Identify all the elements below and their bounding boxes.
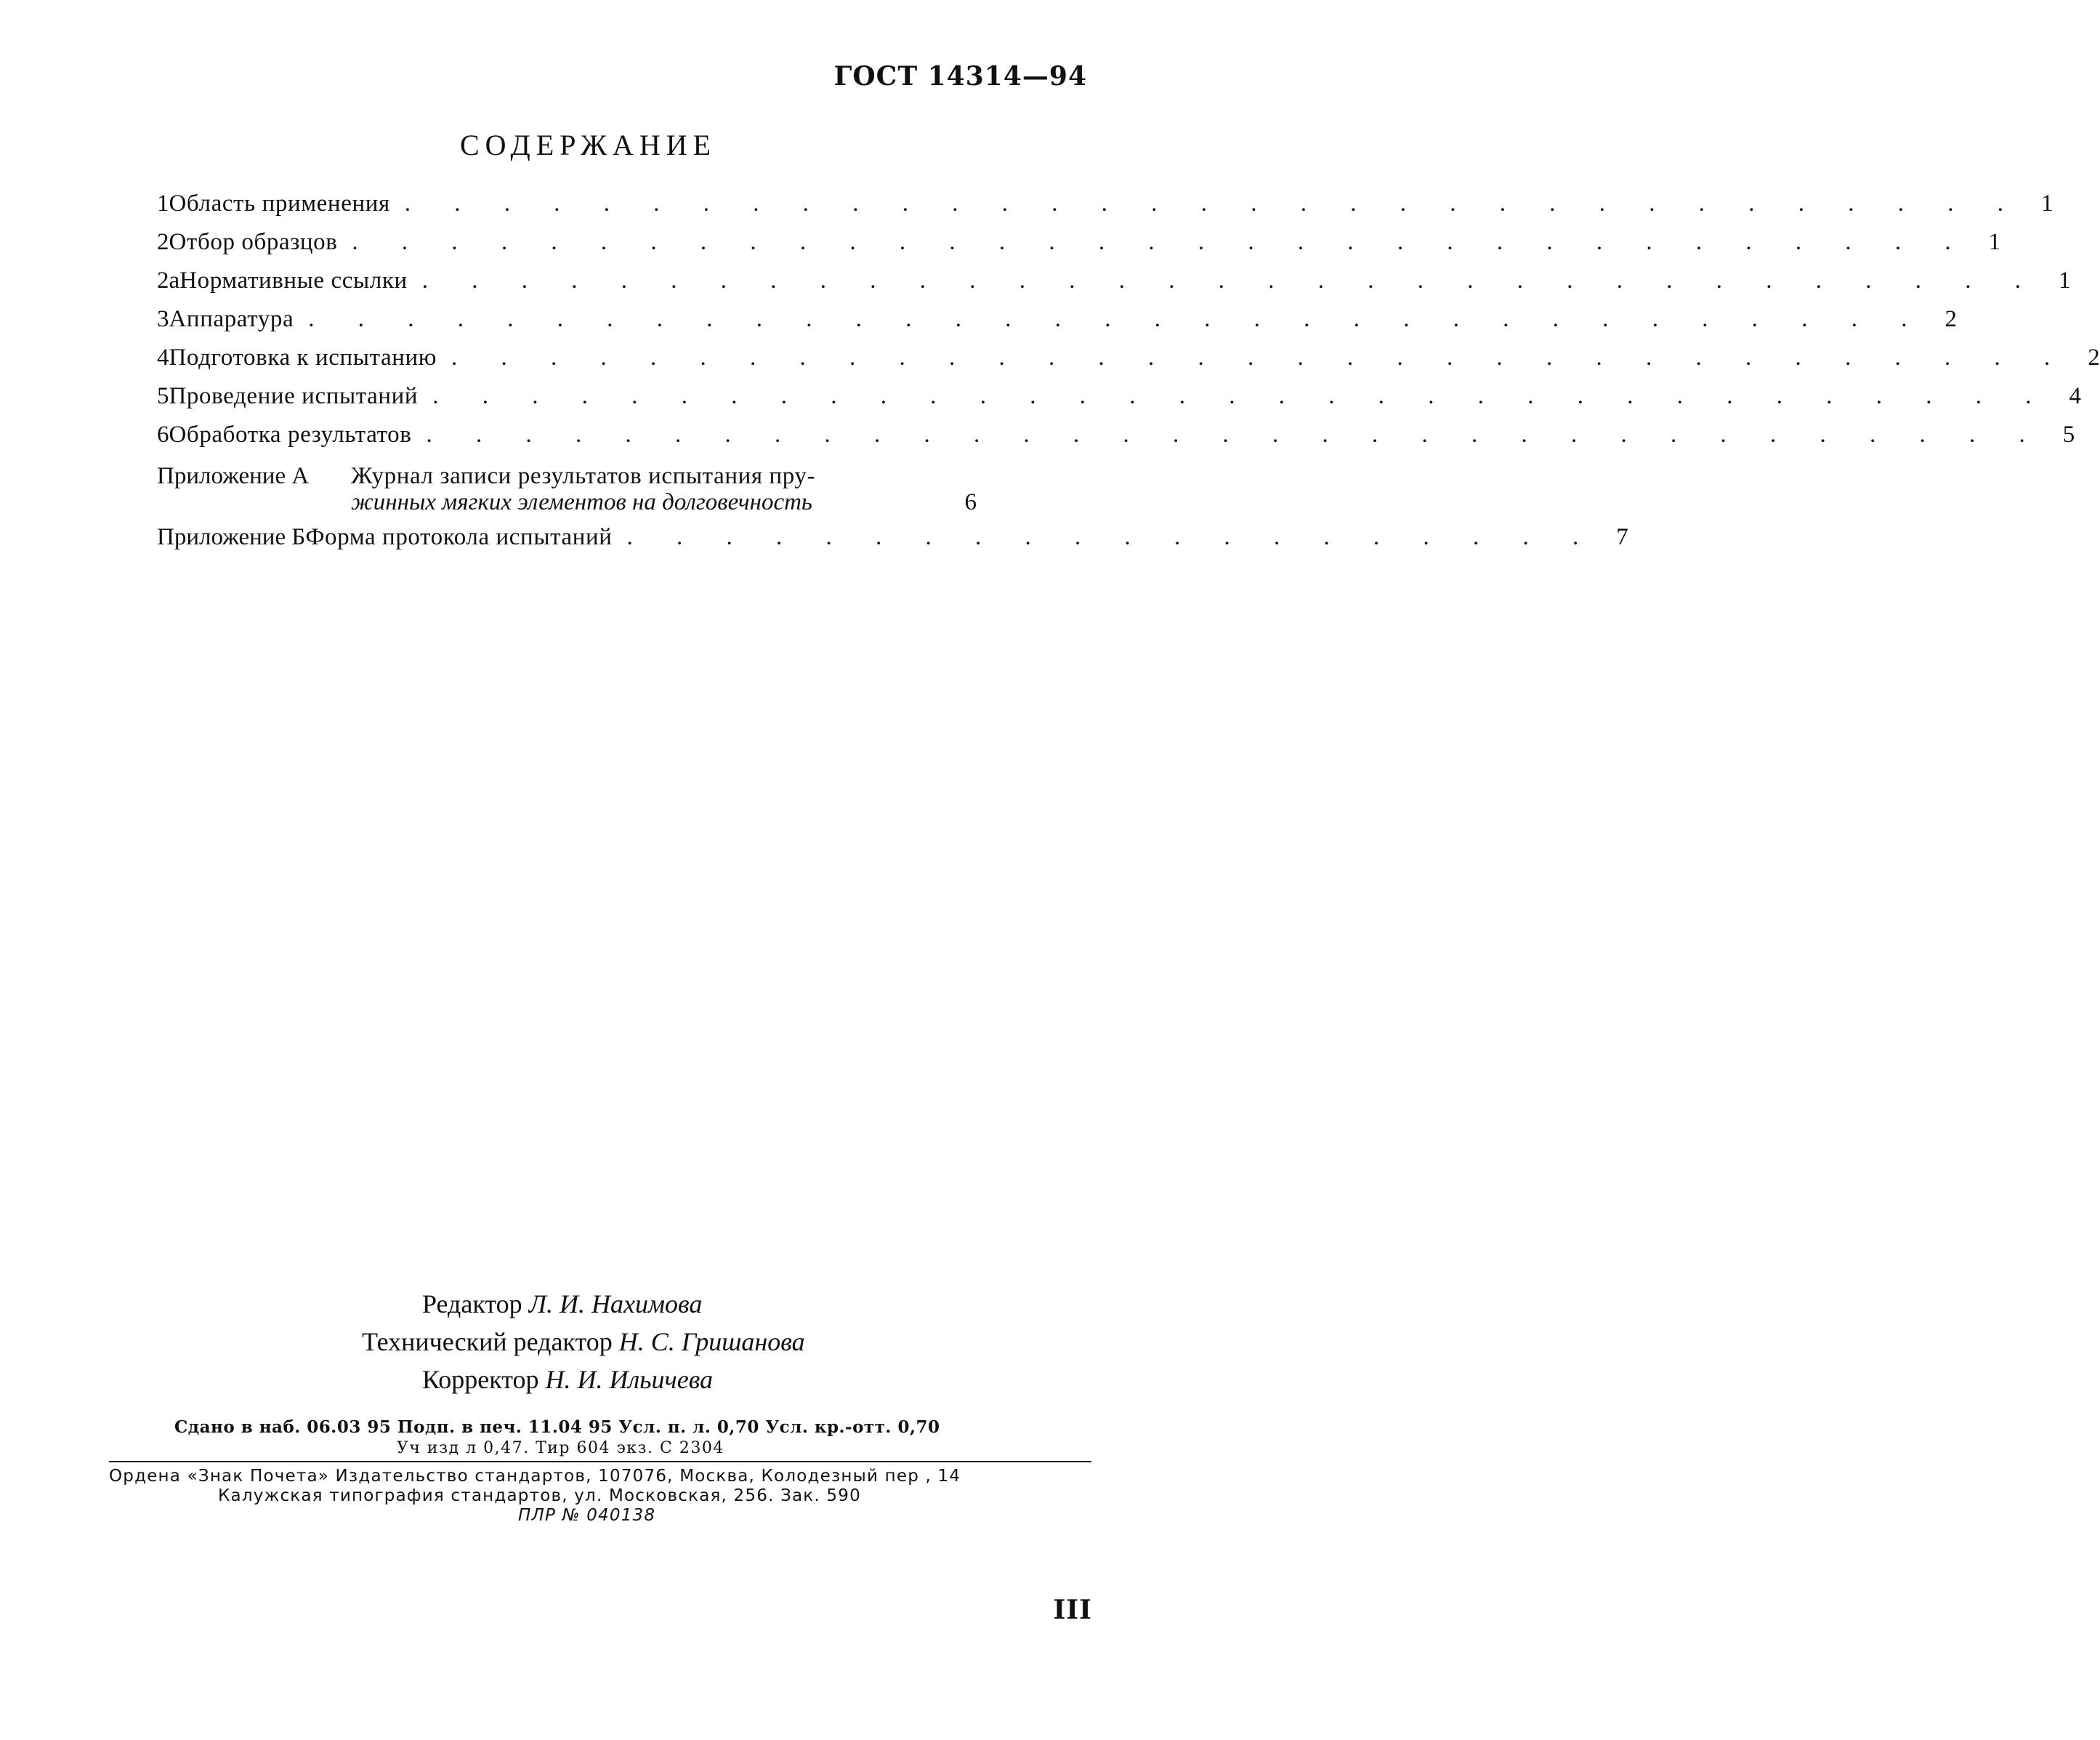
appendix-title bbox=[351, 463, 977, 515]
toc-entry-label: Аппаратура bbox=[169, 306, 294, 332]
toc-entry-page: 2 bbox=[2088, 345, 2100, 371]
toc-entry-label: Проведение испытаний bbox=[169, 383, 419, 409]
toc-entry bbox=[157, 267, 2071, 306]
toc-title: СОДЕРЖАНИЕ bbox=[459, 129, 717, 161]
appendix-title-line: жинных мягких элементов на долговечность bbox=[351, 489, 812, 515]
toc-entry-page: 1 bbox=[2041, 190, 2053, 217]
publisher-line: Калужская типография стандартов, ул. Московская, 256. Зак. 590 bbox=[218, 1486, 861, 1505]
toc-entry-number: 4 bbox=[157, 345, 169, 371]
toc-entry-number: 3 bbox=[157, 306, 169, 332]
toc-entry-page: 1 bbox=[2059, 267, 2071, 294]
appendix-title-line: Журнал записи результатов испытания пру- bbox=[351, 463, 816, 489]
credit-role: Редактор bbox=[422, 1289, 522, 1318]
toc-leader-dots: . . . . . . . . . . . . . . . . . . . . bbox=[626, 524, 1598, 550]
imprint-dates: Сдано в наб. 06.03 95 Подп. в печ. 11.04 95 Усл. п. л. 0,70 Усл. кр.-отт. 0,70 bbox=[174, 1417, 940, 1437]
publisher-line: Ордена «Знак Почета» Издательство стандартов, 107076, Москва, Колодезный пер , 14 bbox=[109, 1467, 961, 1486]
toc-entry bbox=[157, 306, 1957, 345]
credit-editor bbox=[422, 1285, 1584, 1323]
toc-entry-page: 4 bbox=[2069, 383, 2081, 409]
toc-leader-dots: . . . . . . . . . . . . . . . . . . . . . . . . . . . . . . . . . bbox=[451, 345, 2069, 371]
toc-entry-number: 5 bbox=[157, 383, 169, 409]
toc-entry-number: 2а bbox=[157, 267, 180, 294]
toc-entry-page: 6 bbox=[964, 489, 977, 515]
toc-entry-label: Область применения bbox=[169, 190, 390, 217]
toc-entry-label: Отбор образцов bbox=[169, 229, 338, 255]
toc-entry-page: 7 bbox=[1616, 524, 1628, 550]
credit-person: Н. С. Гришанова bbox=[618, 1327, 805, 1356]
toc-entry bbox=[157, 190, 2053, 229]
table-of-contents bbox=[157, 190, 2100, 563]
toc-entry-label: Подготовка к испытанию bbox=[169, 345, 437, 371]
toc-entry-page: 2 bbox=[1944, 306, 1957, 332]
toc-entry bbox=[157, 383, 2081, 422]
appendix-title-line-last bbox=[351, 489, 977, 515]
toc-entry-number: 2 bbox=[157, 229, 169, 255]
toc-entry-page: 1 bbox=[1988, 229, 2001, 255]
toc-leader-dots: . . . . . . . . . . . . . . . . . . . . . . . . . . . . . . . . . bbox=[404, 190, 2022, 217]
toc-entry-label: Обработка результатов bbox=[169, 422, 412, 448]
publisher-line: ПЛР № 040138 bbox=[518, 1506, 656, 1525]
imprint-circulation: Уч изд л 0,47. Тир 604 экз. С 2304 bbox=[397, 1439, 724, 1457]
toc-leader-dots: . . . . . . . . . . . . . . . . . . . . . . . . . . . . . . . . . bbox=[426, 422, 2044, 448]
credit-role: Корректор bbox=[422, 1365, 539, 1394]
toc-entry bbox=[157, 229, 2001, 267]
toc-entry bbox=[157, 345, 2100, 383]
toc-entry-number: 1 bbox=[157, 190, 169, 217]
page-number: III bbox=[1053, 1595, 1092, 1625]
standard-code: ГОСТ 14314—94 bbox=[833, 61, 1087, 92]
toc-entry-label: Форма протокола испытаний bbox=[305, 524, 613, 550]
appendix-prefix: Приложение А bbox=[157, 463, 310, 489]
toc-entry-page: 5 bbox=[2062, 422, 2075, 448]
credit-tech-editor bbox=[362, 1323, 1524, 1361]
credits-block bbox=[0, 1285, 1162, 1398]
toc-leader-dots: . . . . . . . . . . . . . . . . . . . . . . . . . . . . . . . . . bbox=[421, 267, 2040, 294]
toc-entry-number: 6 bbox=[157, 422, 169, 448]
toc-entry bbox=[157, 422, 2075, 460]
credit-person: Н. И. Ильичева bbox=[545, 1365, 714, 1394]
credit-proofreader bbox=[422, 1361, 1584, 1398]
toc-leader-dots: . . . . . . . . . . . . . . . . . . . . . . . . . . . . . . . . . bbox=[308, 306, 1926, 332]
credit-person: Л. И. Нахимова bbox=[528, 1289, 703, 1318]
credit-role: Технический редактор bbox=[362, 1327, 613, 1356]
toc-leader-dots: . . . . . . . . . . . . . . . . . . . . . . . . . . . . . . . . . bbox=[352, 229, 1970, 255]
toc-leader-dots: . . . . . . . . . . . . . . . . . . . . . . . . . . . . . . . . . bbox=[432, 383, 2051, 409]
toc-entry-label: Нормативные ссылки bbox=[179, 267, 408, 294]
toc-appendix-b bbox=[157, 524, 1628, 563]
appendix-prefix: Приложение Б bbox=[157, 524, 306, 550]
divider-line bbox=[109, 1461, 1091, 1462]
toc-appendix-a bbox=[157, 463, 977, 515]
